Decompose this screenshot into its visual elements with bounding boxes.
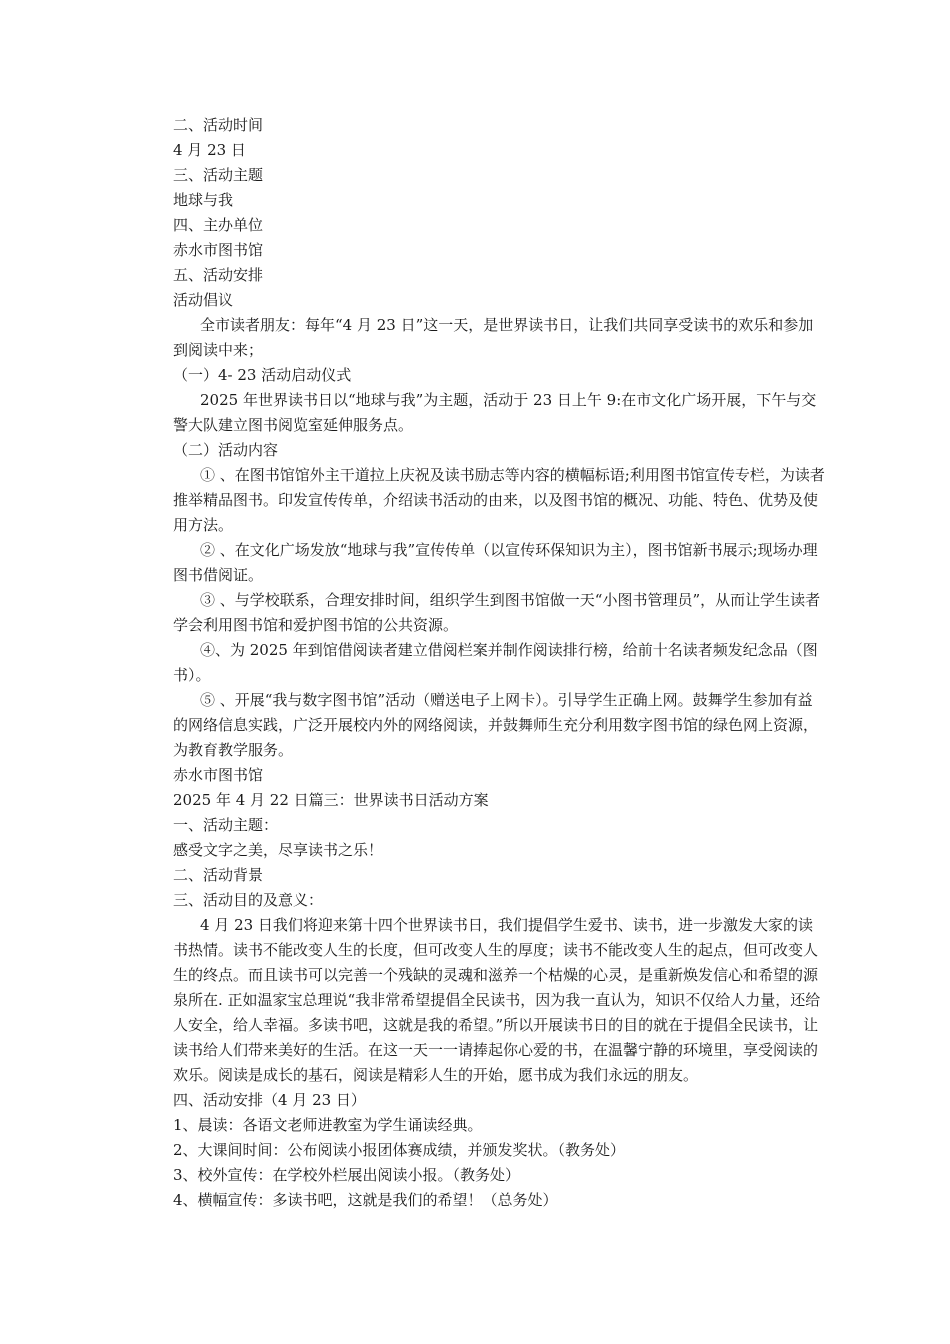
- content-item-1: ① 、在图书馆馆外主干道拉上庆祝及读书励志等内容的横幅标语;利用图书馆宣传专栏，为读者推举精品图书。印发宣传传单，介绍读书活动的由来，以及图书馆的概况、功能、特色、优势及使用方法。: [173, 466, 825, 534]
- signature-library: 赤水市图书馆: [173, 766, 264, 784]
- heading-activity-time: 二、活动时间: [173, 116, 264, 134]
- heading-organizer: 四、主办单位: [173, 216, 264, 234]
- heading-purpose: 三、活动目的及意义：: [173, 891, 324, 909]
- content-item-5: ⑤ 、开展“我与数字图书馆”活动（赠送电子上网卡）。引导学生正确上网。鼓舞学生参加有益的网络信息实践，广泛开展校内外的网络阅读，并鼓舞师生充分利用数字图书馆的绿色网上资源，为教育教学服务。: [173, 691, 819, 759]
- purpose-paragraph: 4 月 23 日我们将迎来第十四个世界读书日，我们提倡学生爱书、读书，进一步激发大家的读书热情。读书不能改变人生的长度，但可改变人生的厚度；读书不能改变人生的起点，但可改变人生的终点。而且读书可以完善一个残缺的灵魂和滋养一个枯燥的心灵，是重新焕发信心和希望的源泉所在. 正如温家宝总理说“我非常希望提倡全民读书，因为我一直认为，知识不仅给人力量，还给人安全，给人幸福。多读书吧，这就是我的希望。”所以开展读书日的目的就在于提倡全民读书，让读书给人们带来美好的生活。在这一天一一请捧起你心爱的书，在温馨宁静的环境里，享受阅读的欢乐。阅读是成长的基石，阅读是精彩人生的开始，愿书成为我们永远的朋友。: [173, 916, 821, 1084]
- heading-theme-2: 一、活动主题：: [173, 816, 279, 834]
- subheading-activity-content: （二）活动内容: [173, 441, 279, 459]
- organizer: 赤水市图书馆: [173, 241, 264, 259]
- proposal-paragraph: 全市读者朋友：每年“4 月 23 日”这一天，是世界读书日，让我们共同享受读书的欢乐和参加到阅读中来；: [173, 316, 814, 359]
- arrangement-item-1: 1、晨读：各语文老师进教室为学生诵读经典。: [173, 1116, 483, 1134]
- activity-date: 4 月 23 日: [173, 141, 246, 159]
- arrangement-item-3: 3、校外宣传：在学校外栏展出阅读小报。（教务处）: [173, 1166, 521, 1184]
- heading-arrangement-2: 四、活动安排（4 月 23 日）: [173, 1091, 366, 1109]
- content-item-3: ③ 、与学校联系，合理安排时间，组织学生到图书馆做一天“小图书管理员”，从而让学生读者学会利用图书馆和爱护图书馆的公共资源。: [173, 591, 821, 634]
- document-body: [173, 113, 825, 1213]
- launch-paragraph: 2025 年世界读书日以“地球与我”为主题，活动于 23 日上午 9:在市文化广场开展，下午与交警大队建立图书阅览室延伸服务点。: [173, 391, 817, 434]
- subheading-launch-ceremony: （一）4- 23 活动启动仪式: [173, 366, 352, 384]
- signature-date-title: 2025 年 4 月 22 日篇三：世界读书日活动方案: [173, 791, 489, 809]
- arrangement-item-2: 2、大课间时间：公布阅读小报团体赛成绩，并颁发奖状。（教务处）: [173, 1141, 626, 1159]
- heading-activity-arrangement: 五、活动安排: [173, 266, 264, 284]
- arrangement-item-4: 4、横幅宣传：多读书吧，这就是我们的希望！（总务处）: [173, 1191, 558, 1209]
- content-item-4: ④、为 2025 年到馆借阅读者建立借阅栏案并制作阅读排行榜，给前十名读者频发纪念品（图书）。: [173, 641, 818, 684]
- content-item-2: ② 、在文化广场发放“地球与我”宣传传单（以宣传环保知识为主），图书馆新书展示;现场办理图书借阅证。: [173, 541, 818, 584]
- heading-background: 二、活动背景: [173, 866, 264, 884]
- activity-theme: 地球与我: [173, 191, 234, 209]
- theme-2: 感受文字之美，尽享读书之乐！: [173, 841, 384, 859]
- heading-activity-proposal: 活动倡议: [173, 291, 234, 309]
- heading-activity-theme: 三、活动主题: [173, 166, 264, 184]
